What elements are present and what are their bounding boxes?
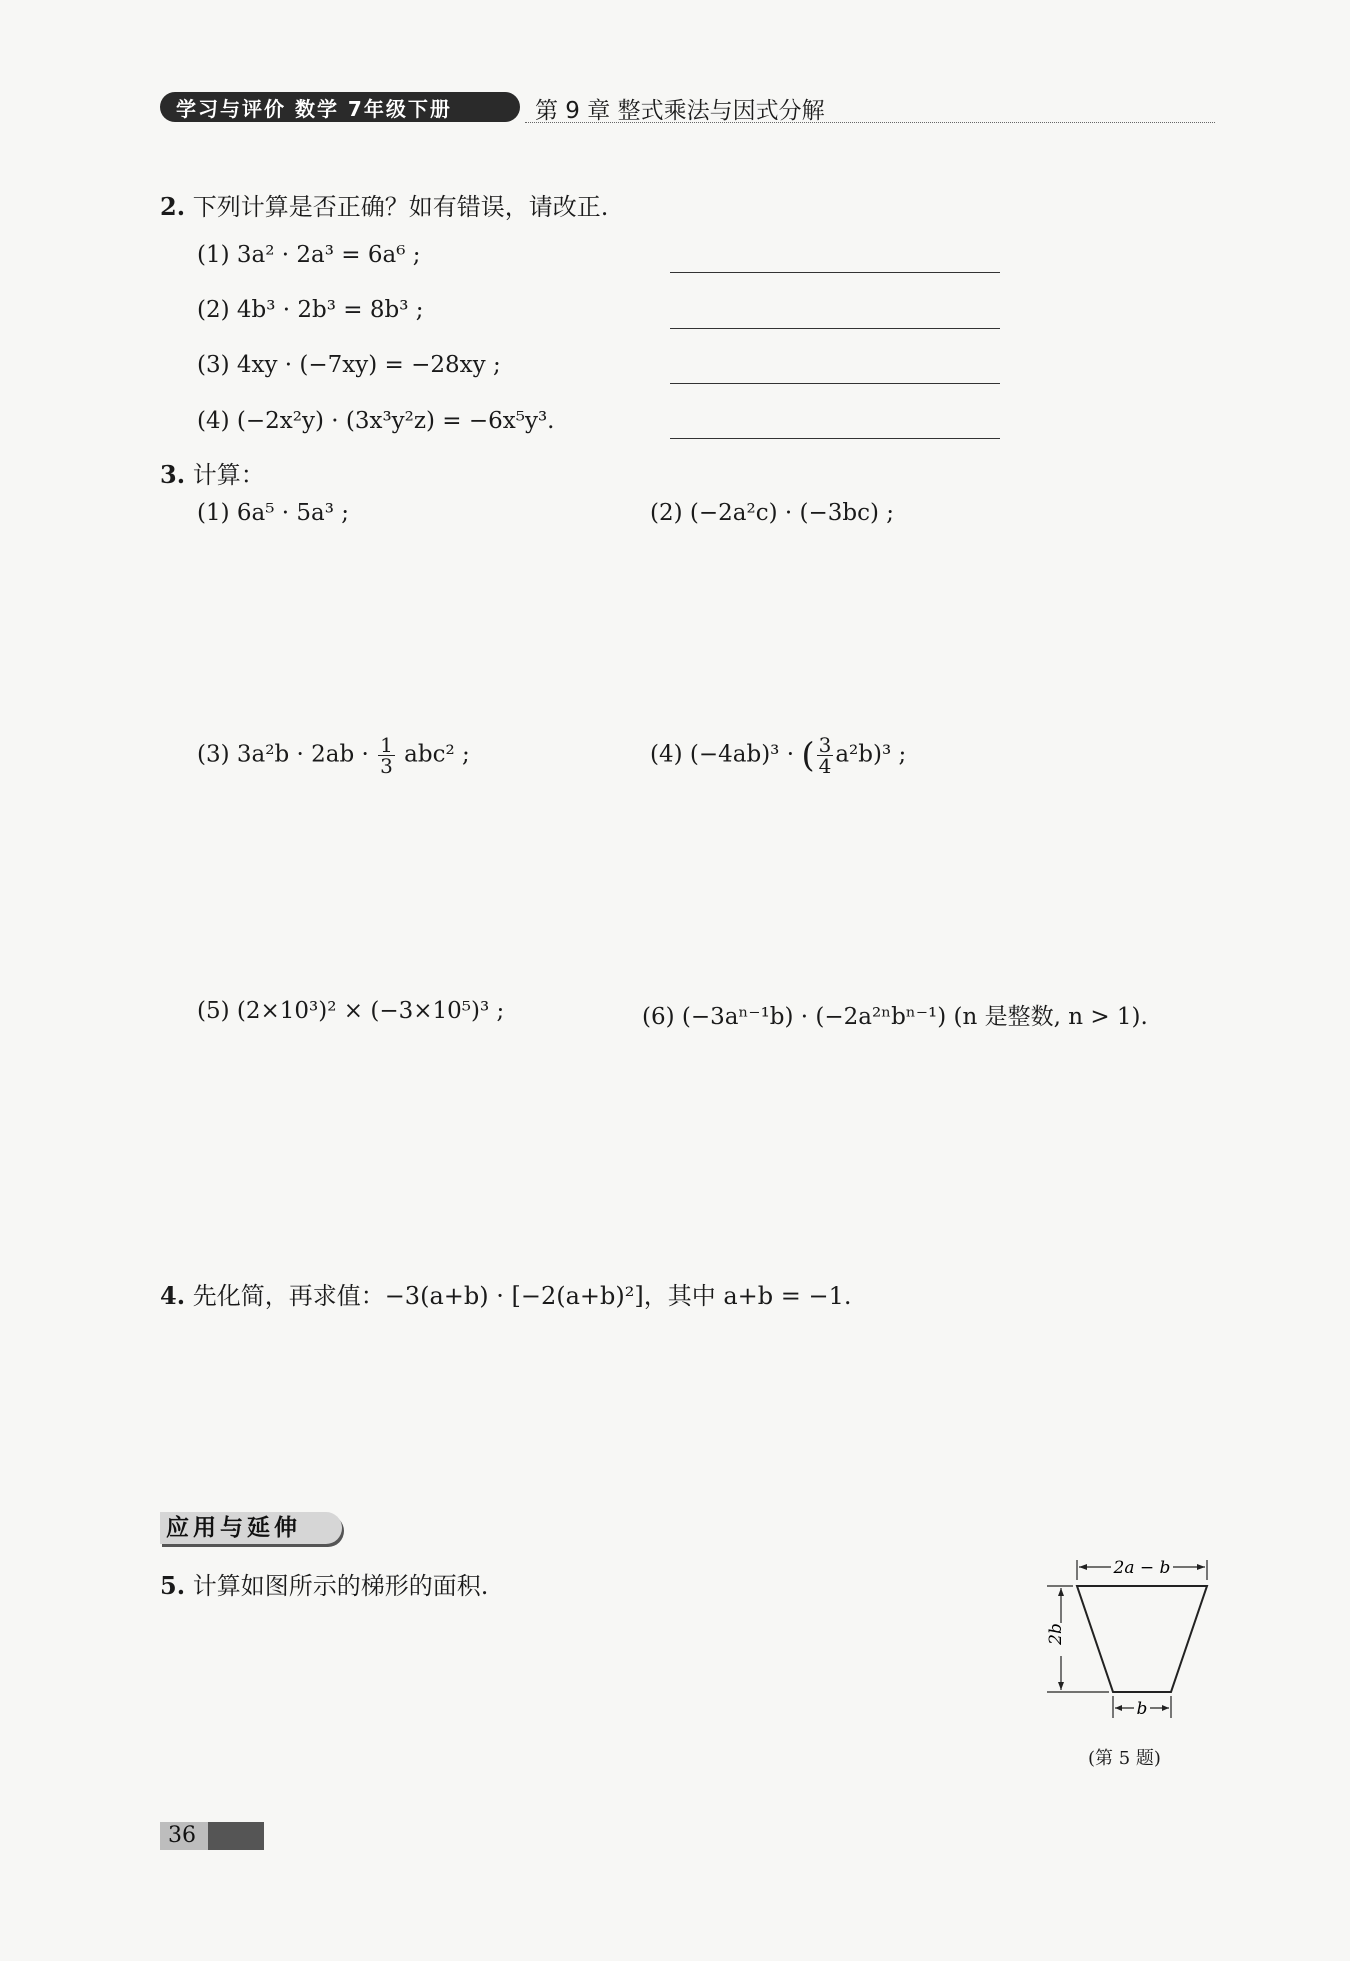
q2-item-1: (1) 3a² · 2a³ = 6a⁶ ; bbox=[197, 242, 421, 268]
arrow-icon bbox=[1162, 1705, 1169, 1711]
answer-line-4[interactable] bbox=[670, 438, 1000, 439]
section-title-tab: 应用与延伸 bbox=[160, 1512, 342, 1544]
trapezoid-figure bbox=[1045, 1548, 1225, 1728]
header-divider bbox=[525, 122, 1215, 123]
q2-item-3: (3) 4xy · (−7xy) = −28xy ; bbox=[197, 352, 501, 378]
left-paren: ( bbox=[801, 735, 815, 776]
fraction-denominator: 3 bbox=[380, 754, 393, 778]
fraction-three-quarters bbox=[817, 735, 834, 776]
q3-item-4 bbox=[650, 735, 906, 776]
q2-item-2: (2) 4b³ · 2b³ = 8b³ ; bbox=[197, 297, 424, 323]
trapezoid-shape bbox=[1077, 1586, 1207, 1692]
question-3 bbox=[160, 455, 265, 490]
q3-item-3-suffix: abc² ; bbox=[404, 741, 470, 768]
bottom-label: b bbox=[1136, 1699, 1148, 1719]
question-number: 3. bbox=[160, 460, 186, 489]
question-prompt: 计算： bbox=[192, 461, 265, 489]
q3-item-5: (5) (2×10³)² × (−3×10⁵)³ ; bbox=[197, 998, 505, 1024]
fraction-one-third bbox=[378, 735, 395, 776]
question-number: 2. bbox=[160, 192, 186, 221]
arrow-icon bbox=[1197, 1564, 1205, 1570]
q3-item-2: (2) (−2a²c) · (−3bc) ; bbox=[650, 500, 895, 526]
figure-caption: (第 5 题) bbox=[1088, 1748, 1161, 1769]
chapter-title: 第 9 章 整式乘法与因式分解 bbox=[535, 98, 825, 124]
arrow-icon bbox=[1079, 1564, 1087, 1570]
fraction-numerator: 3 bbox=[818, 733, 832, 757]
side-label: 2b bbox=[1046, 1623, 1066, 1645]
q3-item-3 bbox=[197, 735, 470, 776]
arrow-icon bbox=[1058, 1588, 1064, 1596]
fraction-numerator: 1 bbox=[380, 733, 393, 757]
question-prompt: 下列计算是否正确？如有错误，请改正. bbox=[192, 193, 609, 221]
book-title-badge: 学习与评价 数学 7年级下册 bbox=[160, 92, 520, 122]
q3-item-3-prefix: (3) 3a²b · 2ab · bbox=[197, 741, 369, 768]
question-5 bbox=[160, 1566, 488, 1601]
question-text: 先化简，再求值：−3(a+b) · [−2(a+b)²]，其中 a+b = −1. bbox=[192, 1282, 852, 1310]
page-number: 36 bbox=[168, 1823, 196, 1848]
fraction-denominator: 4 bbox=[818, 754, 832, 778]
q3-item-4-suffix: a²b)³ ; bbox=[835, 741, 907, 768]
question-number: 5. bbox=[160, 1571, 186, 1600]
arrow-icon bbox=[1115, 1705, 1122, 1711]
q3-item-1: (1) 6a⁵ · 5a³ ; bbox=[197, 500, 350, 526]
question-2 bbox=[160, 187, 608, 222]
q2-item-4: (4) (−2x²y) · (3x³y²z) = −6x⁵y³. bbox=[197, 408, 555, 434]
q3-item-4-prefix: (4) (−4ab)³ · bbox=[650, 741, 795, 768]
answer-line-2[interactable] bbox=[670, 328, 1000, 329]
answer-line-1[interactable] bbox=[670, 272, 1000, 273]
q3-item-6: (6) (−3aⁿ⁻¹b) · (−2a²ⁿbⁿ⁻¹) (n 是整数, n > 1). bbox=[642, 1004, 1148, 1030]
top-label: 2a − b bbox=[1113, 1558, 1171, 1578]
question-4 bbox=[160, 1276, 852, 1311]
question-number: 4. bbox=[160, 1281, 186, 1310]
arrow-icon bbox=[1058, 1682, 1064, 1690]
answer-line-3[interactable] bbox=[670, 383, 1000, 384]
question-text: 计算如图所示的梯形的面积. bbox=[192, 1572, 489, 1600]
